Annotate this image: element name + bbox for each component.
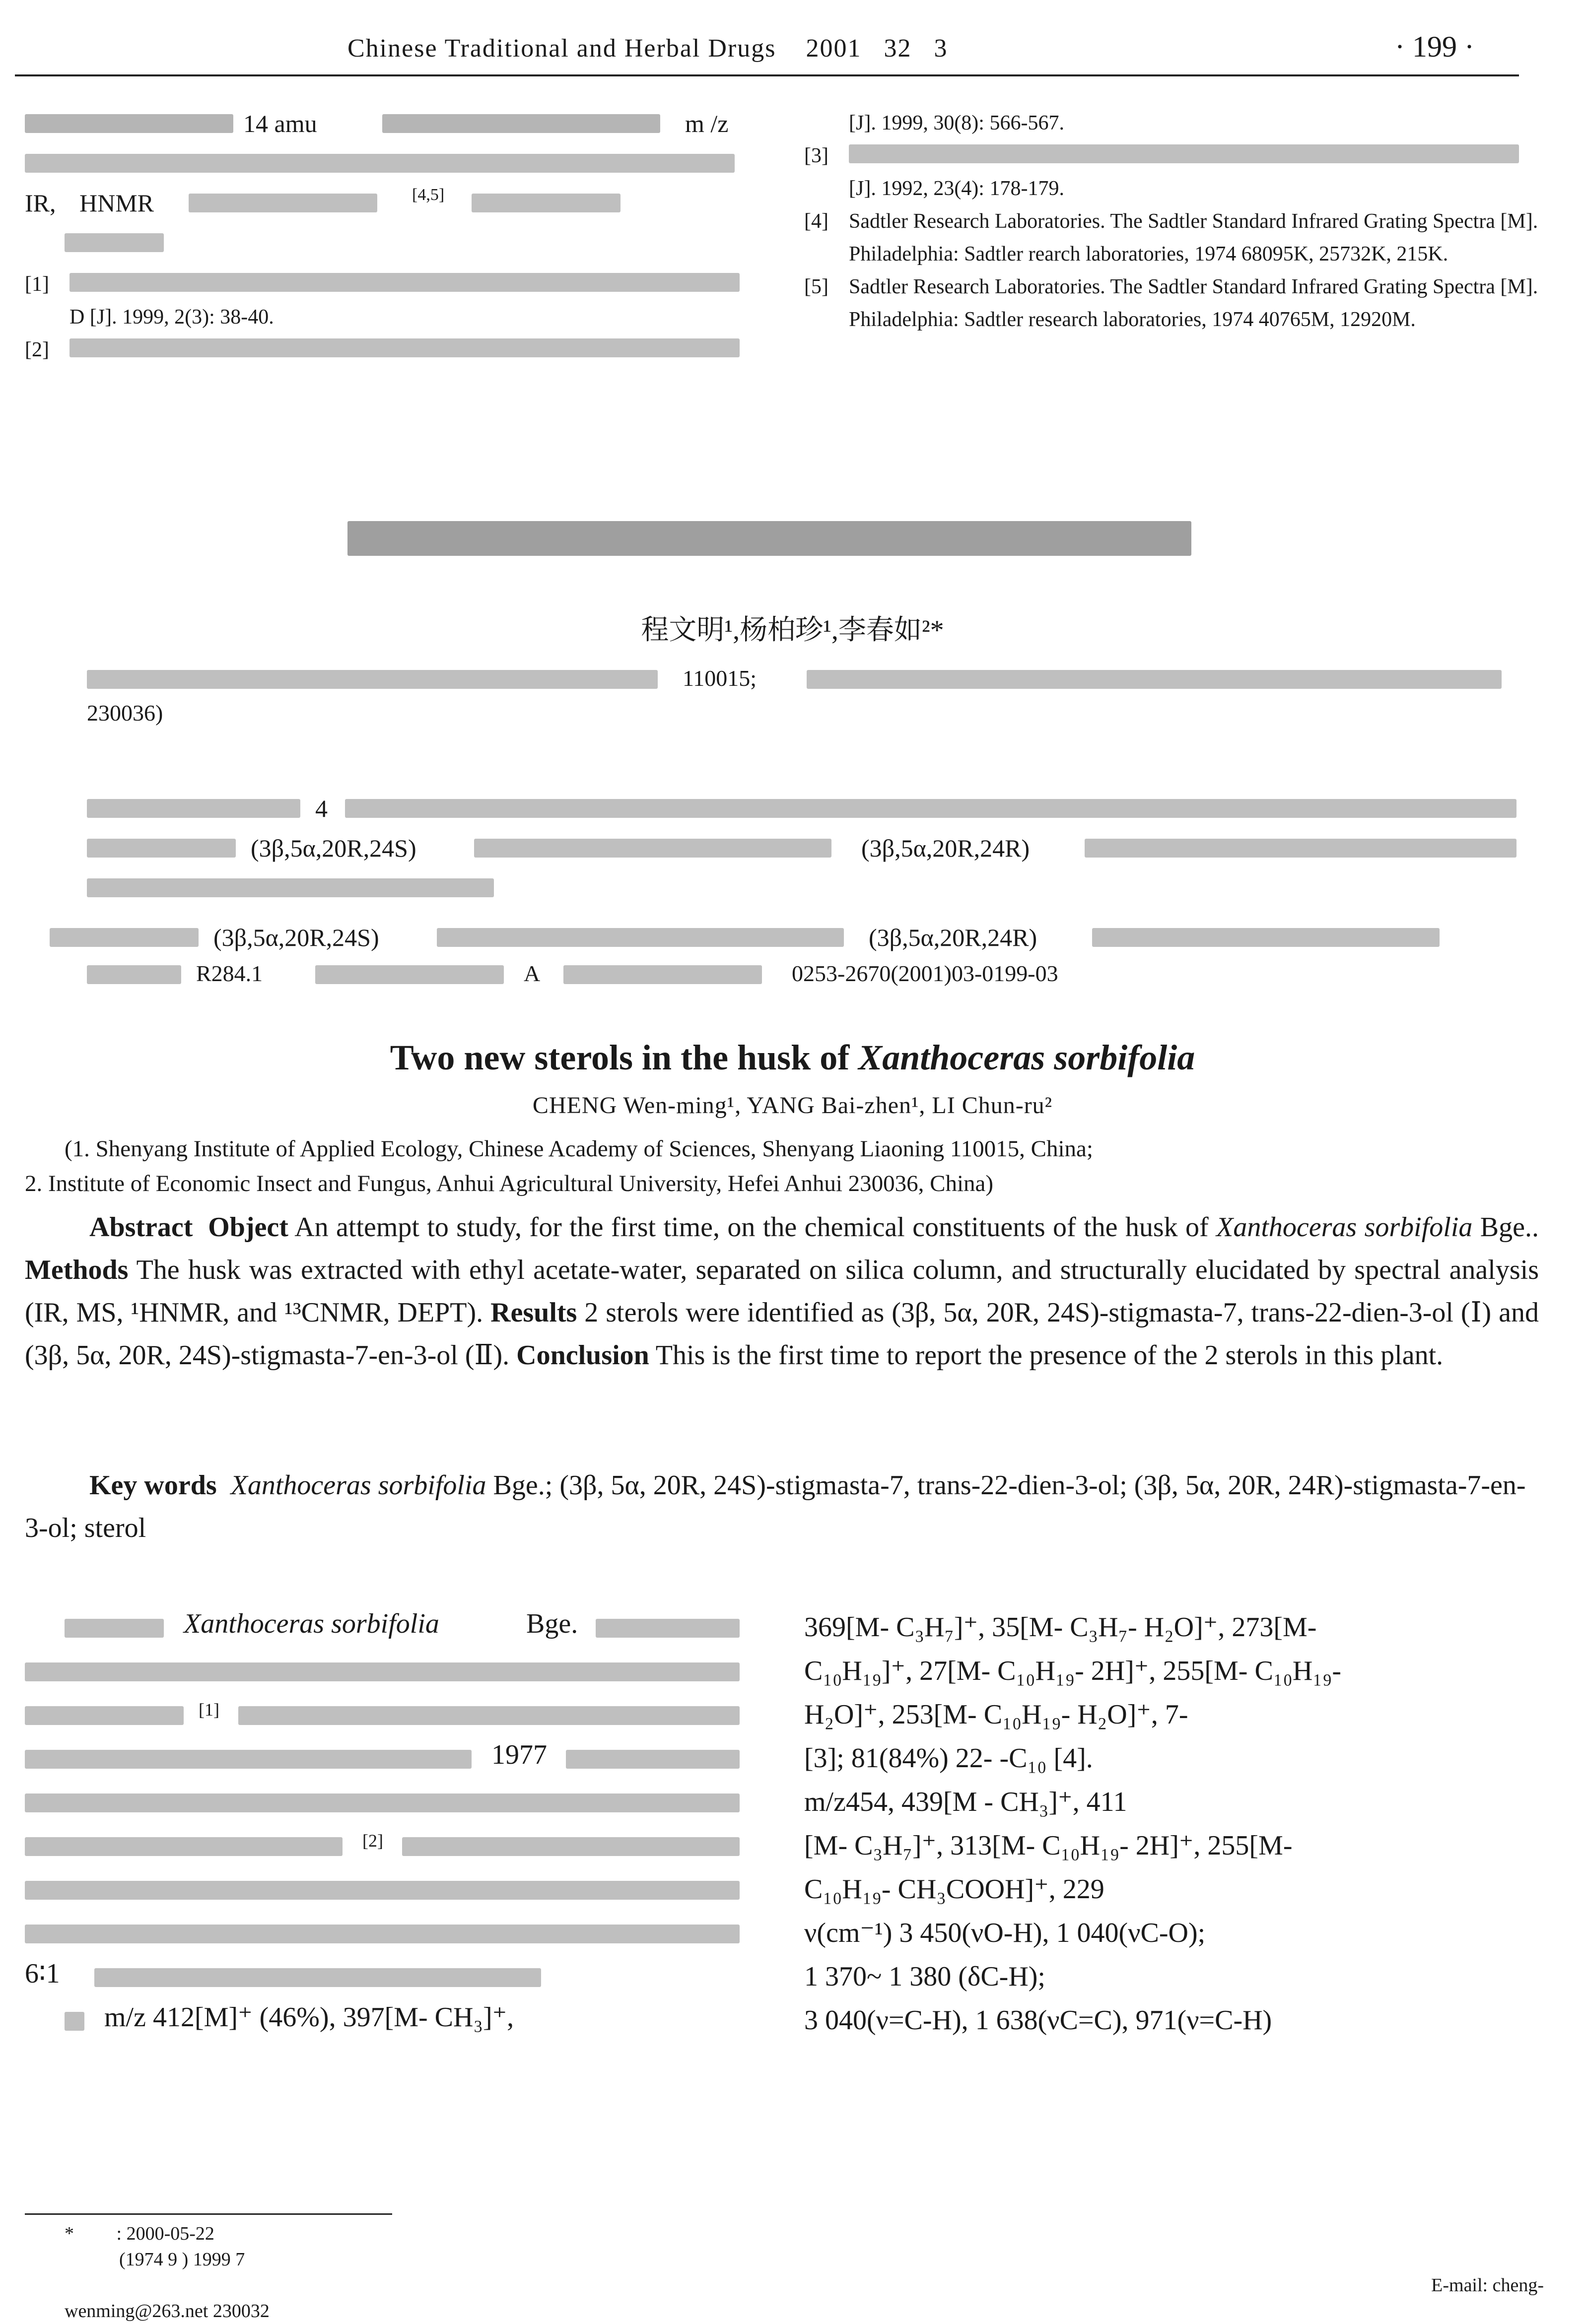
text-line: [3]; 81(84%) 22- -C₁₀ [4].	[804, 1743, 1093, 1774]
text-line	[87, 873, 1526, 906]
authors-chinese: 程文明¹,杨柏珍¹,李春如²*	[641, 615, 944, 646]
text-line: ν(cm⁻¹) 3 450(νO-H), 1 040(νC-O);	[804, 1918, 1206, 1948]
text-line: C₁₀H₁₉]⁺, 27[M- C₁₀H₁₉- 2H]⁺, 255[M- C₁₀H₁₉-	[804, 1656, 1341, 1686]
reference-2: [2]	[25, 333, 755, 366]
text-line: 369[M- C₃H₇]⁺, 35[M- C₃H₇- H₂O]⁺, 273[M-	[804, 1612, 1317, 1643]
text-line	[25, 228, 755, 261]
text-line: 4	[87, 794, 1526, 827]
reference-2-cont: [J]. 1999, 30(8): 566-567.	[849, 112, 1064, 134]
body-column-right	[804, 1605, 1539, 2042]
affiliation-chinese: 110015; 230036)	[87, 665, 1526, 734]
reference-4: [4] Sadtler Research Laboratories. The Sadtler Standard Infrared Grating Spectra [M]. Philadelphia: Sadtler rearch laboratories, 1974 68095K, 25732K, 215K.	[804, 210, 1538, 266]
text-line: C₁₀H₁₉- CH₃COOH]⁺, 229	[804, 1874, 1104, 1905]
body-column-left: Xanthoceras sorbifolia Bge. [1] 1977 [2] 6∶1 m/z 412[M]⁺ (46%), 397[M- CH₃]⁺,	[25, 1608, 755, 2045]
page-number: · 199 ·	[1395, 30, 1474, 63]
text-line: m/z454, 439[M - CH₃]⁺, 411	[804, 1787, 1127, 1817]
footnote-rule	[25, 2213, 392, 2215]
running-header	[0, 25, 1585, 79]
text-line: 14 amu m /z	[25, 109, 755, 142]
text-line: 3 040(ν=C-H), 1 638(νC=C), 971(ν=C-H)	[804, 2005, 1272, 2036]
journal-name: Chinese Traditional and Herbal Drugs 2001 32 3	[347, 34, 948, 63]
reference-1: [1] D [J]. 1999, 2(3): 38-40.	[25, 268, 755, 333]
keywords-english: Key words Xanthoceras sorbifolia Bge.; (3β, 5α, 20R, 24S)-stigmasta-7, trans-22-dien-3-ol; (3β, 5α, 20R, 24R)-stigmasta-7-en-3-ol; sterol	[25, 1470, 1526, 1543]
text-line: H₂O]⁺, 253[M- C₁₀H₁₉- H₂O]⁺, 7-	[804, 1699, 1188, 1730]
reference-5: [5] Sadtler Research Laboratories. The Sadtler Standard Infrared Grating Spectra [M]. Philadelphia: Sadtler research laboratories, 1974 40765M, 12920M.	[804, 275, 1538, 331]
prev-article-refs-right	[804, 107, 1539, 336]
prev-article-text-left	[25, 109, 755, 366]
reference-3: [3]	[804, 139, 1539, 172]
affiliation-english: (1. Shenyang Institute of Applied Ecology, Chinese Academy of Sciences, Shenyang Liaoning 110015, China; 2. Institute of Economic Insect and Fungus, Anhui Agricultural University, Hefei Anhui 230036, China)	[25, 1136, 1093, 1196]
text-line: IR, HNMR [4,5]	[25, 189, 755, 221]
text-line: (3β,5α,20R,24S) (3β,5α,20R,24R)	[87, 834, 1526, 866]
abstract-chinese	[87, 794, 1526, 913]
reference-3-cont: [J]. 1992, 23(4): 178-179.	[849, 177, 1064, 200]
title-english: Two new sterols in the husk of Xanthoceras sorbifolia	[390, 1038, 1195, 1077]
abstract-english: Abstract Object An attempt to study, for the first time, on the chemical constituents of the husk of Xanthoceras sorbifolia Bge.. Methods The husk was extracted with ethyl acetate-water, separated on silica column, and structurally elucidated by spectral analysis (IR, MS, ¹HNMR, and ¹³CNMR, DEPT). Results 2 sterols were identified as (3β, 5α, 20R, 24S)-stigmasta-7, trans-22-dien-3-ol (Ⅰ) and (3β, 5α, 20R, 24S)-stigmasta-7-en-3-ol (Ⅱ). Conclusion This is the first time to report the presence of the 2 sterols in this plant.	[25, 1212, 1539, 1371]
text-line: [M- C₃H₇]⁺, 313[M- C₁₀H₁₉- 2H]⁺, 255[M-	[804, 1830, 1293, 1861]
header-rule	[15, 74, 1519, 76]
text-line	[25, 149, 755, 182]
keywords-chinese: (3β,5α,20R,24S) (3β,5α,20R,24R)	[50, 923, 1529, 963]
footnote: * : 2000-05-22 (1974 9 ) 1999 7 E-mail: cheng- wenming@263.net 230032	[65, 2223, 1544, 2322]
title-chinese	[0, 501, 1585, 576]
text-line: 1 370~ 1 380 (δC-H);	[804, 1961, 1045, 1992]
authors-english: CHENG Wen-ming¹, YANG Bai-zhen¹, LI Chun-ru²	[532, 1092, 1053, 1119]
classification-chinese: R284.1 A 0253-2670(2001)03-0199-03	[87, 960, 1526, 1000]
